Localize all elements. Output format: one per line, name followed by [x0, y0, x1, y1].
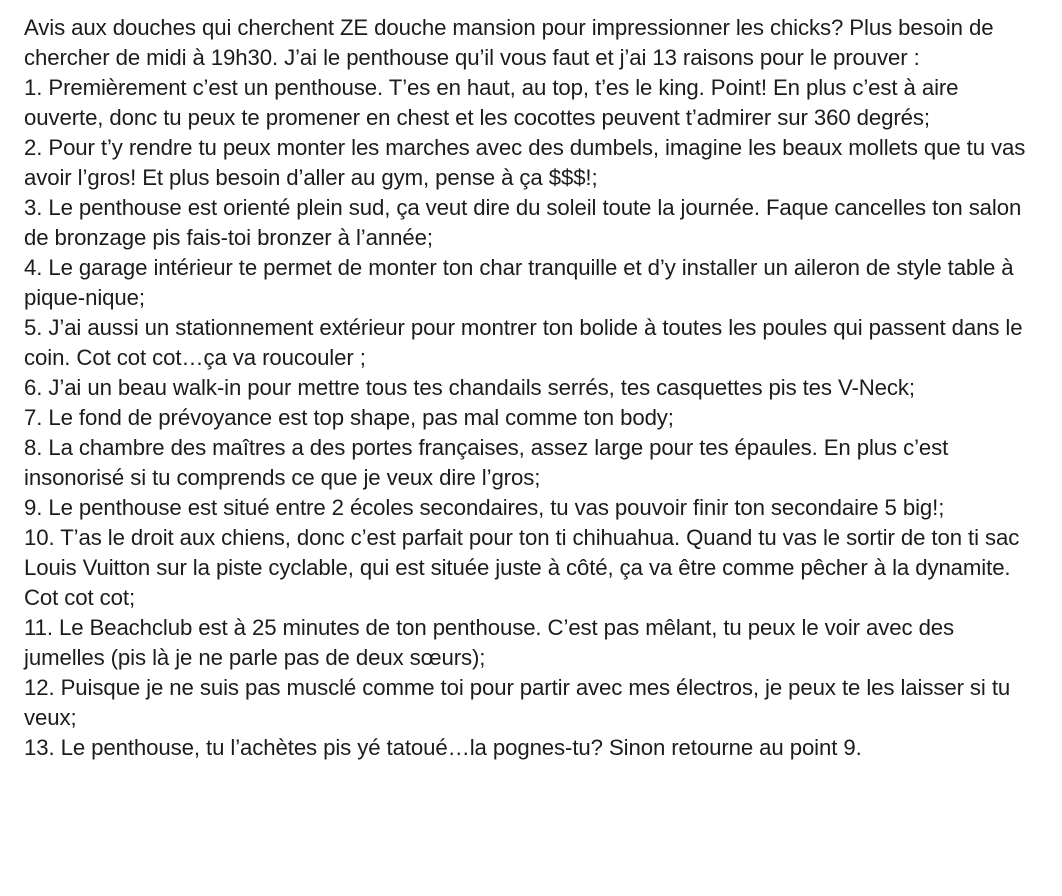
list-item: 11. Le Beachclub est à 25 minutes de ton penthouse. C’est pas mêlant, tu peux le voir avec des jumelles (pis là je ne parle pas de deux sœurs); — [24, 615, 955, 670]
list-item: 2. Pour t’y rendre tu peux monter les marches avec des dumbels, imagine les beaux mollets que tu vas avoir l’gros! Et plus besoin d’aller au gym, pense à ça $$$!; — [24, 135, 1026, 190]
post-intro: Avis aux douches qui cherchent ZE douche mansion pour impressionner les chicks? Plus besoin de chercher de midi à 19h30. J’ai le penthouse qu’il vous faut et j’ai 13 raisons pour le prouver : — [24, 15, 994, 70]
list-item: 9. Le penthouse est situé entre 2 écoles secondaires, tu vas pouvoir finir ton secondaire 5 big!; — [24, 495, 945, 520]
list-item: 13. Le penthouse, tu l’achètes pis yé tatoué…la pognes-tu? Sinon retourne au point 9. — [24, 735, 862, 760]
list-item: 10. T’as le droit aux chiens, donc c’est parfait pour ton ti chihuahua. Quand tu vas le sortir de ton ti sac Louis Vuitton sur la piste cyclable, qui est située juste à côté, ça va être comme pêcher à la dynamite. Cot cot cot; — [24, 525, 1020, 610]
list-item: 1. Premièrement c’est un penthouse. T’es en haut, au top, t’es le king. Point! En plus c’est à aire ouverte, donc tu peux te promener en chest et les cocottes peuvent t’admirer sur 360 degrés; — [24, 75, 959, 130]
list-item: 7. Le fond de prévoyance est top shape, pas mal comme ton body; — [24, 405, 674, 430]
list-item: 3. Le penthouse est orienté plein sud, ça veut dire du soleil toute la journée. Faque cancelles ton salon de bronzage pis fais-toi bronzer à l’année; — [24, 195, 1022, 250]
list-item: 6. J’ai un beau walk-in pour mettre tous tes chandails serrés, tes casquettes pis tes V-Neck; — [24, 375, 915, 400]
list-item: 4. Le garage intérieur te permet de monter ton char tranquille et d’y installer un aileron de style table à pique-nique; — [24, 255, 1014, 310]
list-item: 5. J’ai aussi un stationnement extérieur pour montrer ton bolide à toutes les poules qui passent dans le coin. Cot cot cot…ça va roucouler ; — [24, 315, 1023, 370]
list-item: 12. Puisque je ne suis pas musclé comme toi pour partir avec mes électros, je peux te les laisser si tu veux; — [24, 675, 1011, 730]
list-item: 8. La chambre des maîtres a des portes françaises, assez large pour tes épaules. En plus c’est insonorisé si tu comprends ce que je veux dire l’gros; — [24, 435, 949, 490]
